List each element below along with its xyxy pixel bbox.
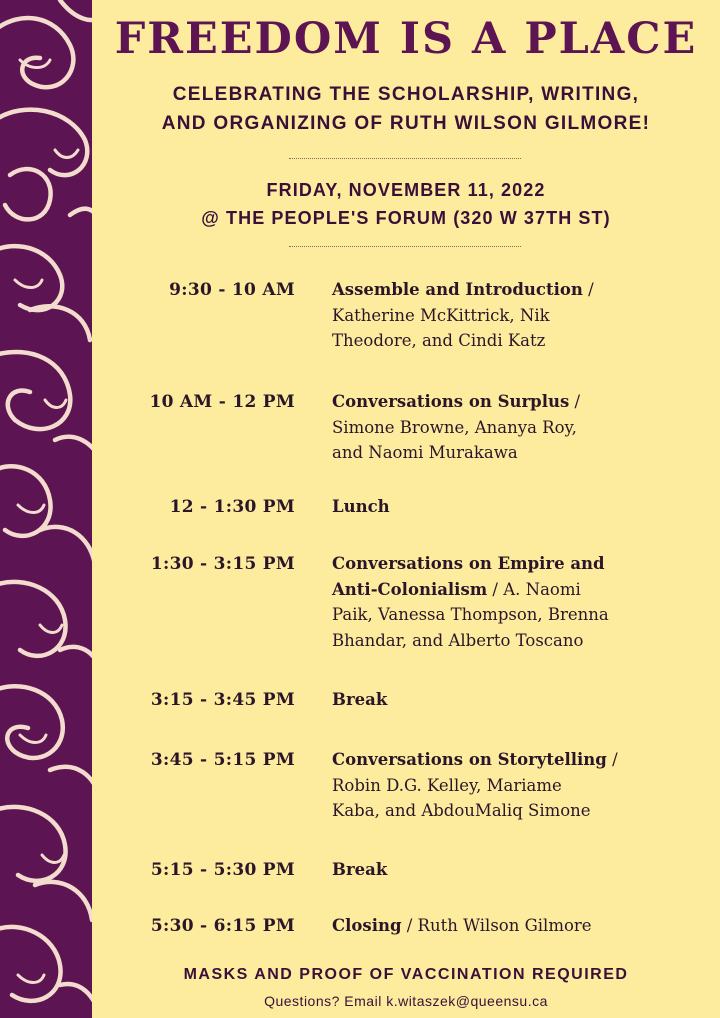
schedule-time: 5:15 - 5:30 PM — [150, 860, 295, 880]
session-speakers: / Ruth Wilson Gilmore — [401, 916, 592, 935]
schedule-line — [332, 687, 718, 713]
session-speakers: Katherine McKittrick, Nik — [332, 305, 550, 325]
schedule-line — [332, 277, 718, 303]
session-speakers: Simone Browne, Ananya Roy, — [332, 417, 577, 437]
schedule-line — [332, 389, 718, 415]
session-speakers: Theodore, and Cindi Katz — [332, 331, 546, 350]
schedule-time: 1:30 - 3:15 PM — [150, 554, 295, 574]
session-title: Assemble and Introduction — [332, 280, 583, 299]
session-speakers: / — [582, 280, 594, 299]
session-speakers: Kaba, and AbdouMaliq Simone — [332, 801, 591, 820]
session-speakers: and Naomi Murakawa — [332, 443, 518, 462]
session-speakers: Paik, Vanessa Thompson, Brenna — [332, 605, 609, 624]
schedule-description — [332, 687, 718, 713]
schedule-line — [332, 913, 718, 939]
schedule-description — [332, 913, 718, 939]
schedule-time: 12 - 1:30 PM — [169, 497, 295, 517]
session-title: Lunch — [332, 497, 390, 516]
health-notice: MASKS AND PROOF OF VACCINATION REQUIRED — [183, 966, 629, 983]
schedule-time: 5:30 - 6:15 PM — [150, 916, 295, 936]
session-title: Conversations on Empire and — [332, 554, 605, 573]
schedule-description — [332, 494, 718, 520]
schedule-time: 3:15 - 3:45 PM — [150, 690, 295, 710]
schedule-time: 9:30 - 10 AM — [169, 280, 295, 300]
schedule-description — [332, 277, 718, 354]
flyer-content — [92, 0, 720, 1018]
subtitle-line-1: CELEBRATING THE SCHOLARSHIP, WRITING, — [172, 84, 640, 105]
session-title: Conversations on Surplus — [332, 392, 570, 411]
schedule-description — [332, 747, 718, 824]
schedule-description — [332, 551, 718, 653]
schedule-line — [332, 747, 718, 773]
session-speakers: / A. Naomi — [487, 579, 581, 599]
schedule-line — [332, 577, 718, 603]
session-speakers: / — [606, 750, 618, 769]
schedule-line — [332, 494, 718, 520]
schedule-description — [332, 389, 718, 466]
session-title: Break — [332, 860, 388, 879]
session-speakers: / — [569, 392, 581, 411]
schedule-description — [332, 857, 718, 883]
session-title: Anti-Colonialism — [332, 579, 488, 599]
event-venue: @ THE PEOPLE'S FORUM (320 W 37TH ST) — [201, 208, 611, 228]
session-title: Closing — [332, 916, 402, 935]
subtitle-line-2: AND ORGANIZING OF RUTH WILSON GILMORE! — [161, 113, 651, 134]
session-speakers: Bhandar, and Alberto Toscano — [332, 630, 584, 650]
schedule-list — [92, 0, 720, 1018]
contact-info: Questions? Email k.witaszek@queensu.ca — [264, 993, 548, 1009]
decorative-sidebar — [0, 0, 92, 1018]
schedule-line — [332, 551, 718, 577]
floral-swirl-pattern-icon — [0, 0, 92, 1018]
schedule-line — [332, 857, 718, 883]
schedule-time: 3:45 - 5:15 PM — [150, 750, 295, 770]
session-title: Conversations on Storytelling — [332, 750, 607, 769]
session-speakers: Robin D.G. Kelley, Mariame — [332, 775, 562, 795]
schedule-time: 10 AM - 12 PM — [149, 392, 295, 412]
event-date: FRIDAY, NOVEMBER 11, 2022 — [266, 180, 546, 200]
session-title: Break — [332, 690, 388, 709]
flyer-title: FREEDOM IS A PLACE — [114, 14, 698, 64]
